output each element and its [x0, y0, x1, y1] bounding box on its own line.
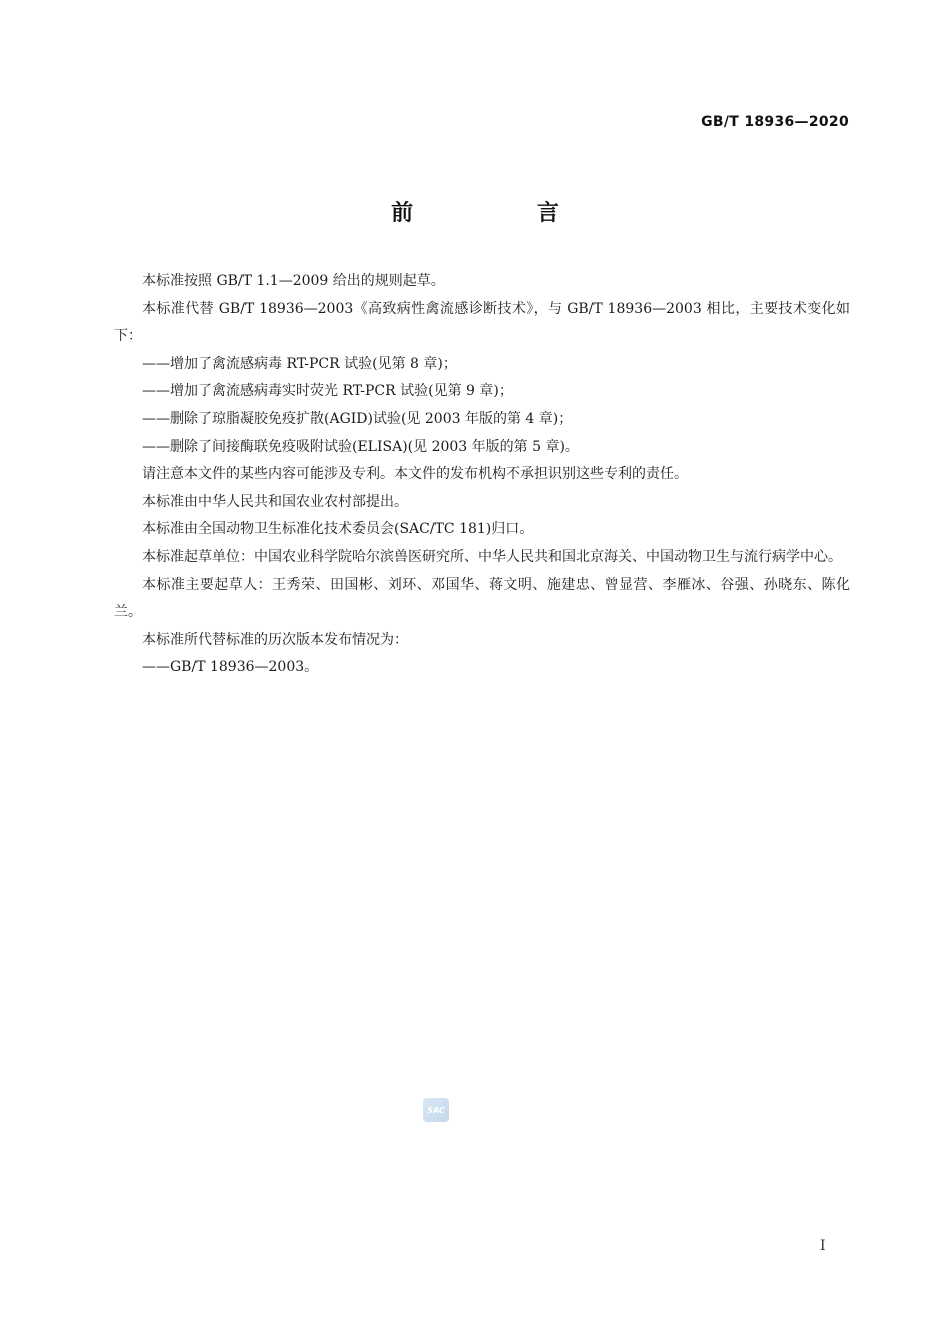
- paragraph-history-intro: 本标准所代替标准的历次版本发布情况为：: [142, 631, 408, 648]
- paragraph-replacement: 本标准代替 GB/T 18936—2003《高致病性禽流感诊断技术》，与 GB/T 18936—2003 相比，主要技术变化如下：: [114, 300, 850, 345]
- paragraph-patent-notice: 请注意本文件的某些内容可能涉及专利。本文件的发布机构不承担识别这些专利的责任。: [142, 466, 688, 483]
- change-item: ——删除了琼脂凝胶免疫扩散(AGID)试验(见 2003 年版的第 4 章)；: [142, 410, 573, 427]
- paragraph-drafting-units: 本标准起草单位：中国农业科学院哈尔滨兽医研究所、中华人民共和国北京海关、中国动物卫生与流行病学中心。: [142, 548, 842, 565]
- sac-watermark-logo: SAC: [423, 1098, 449, 1122]
- paragraph-technical-committee: 本标准由全国动物卫生标准化技术委员会(SAC/TC 181)归口。: [142, 521, 534, 538]
- history-item: ——GB/T 18936—2003。: [142, 659, 319, 676]
- change-item: ——删除了间接酶联免疫吸附试验(ELISA)(见 2003 年版的第 5 章)。: [142, 438, 579, 455]
- change-item: ——增加了禽流感病毒实时荧光 RT-PCR 试验(见第 9 章)；: [142, 383, 513, 400]
- change-item: ——增加了禽流感病毒 RT-PCR 试验(见第 8 章)；: [142, 355, 457, 372]
- page-title: 前 言: [391, 201, 617, 226]
- foreword-body: [114, 268, 850, 682]
- paragraph-drafting-rules: 本标准按照 GB/T 1.1—2009 给出的规则起草。: [142, 273, 445, 289]
- page-number: I: [820, 1238, 826, 1254]
- paragraph-drafters: 本标准主要起草人：王秀荣、田国彬、刘环、邓国华、蒋文明、施建忠、曾显营、李雁冰、谷强、孙晓东、陈化兰。: [114, 576, 850, 621]
- paragraph-proposer: 本标准由中华人民共和国农业农村部提出。: [142, 493, 408, 510]
- standard-code: GB/T 18936—2020: [701, 114, 849, 130]
